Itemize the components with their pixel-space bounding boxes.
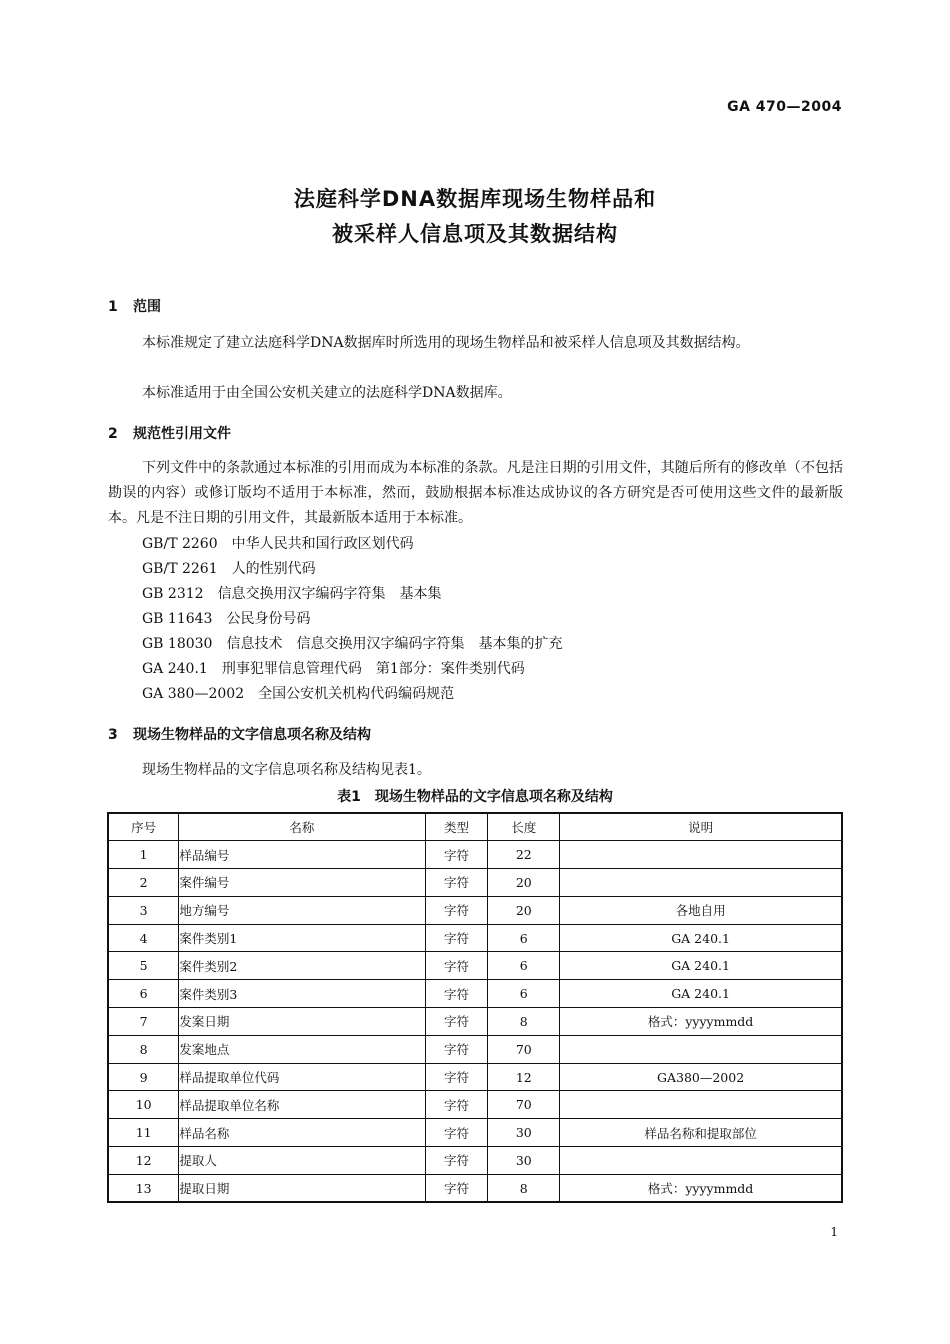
cell-index: 11: [108, 1119, 179, 1147]
reference-code: GB 2312: [142, 586, 204, 602]
cell-length: 12: [488, 1063, 560, 1091]
table-row: [108, 952, 842, 980]
cell-name: 案件类别2: [179, 952, 425, 980]
cell-note: 格式：yyyymmdd: [560, 1174, 842, 1202]
cell-index: 1: [108, 841, 179, 869]
table-row: [108, 980, 842, 1008]
document-title-line2: 被采样人信息项及其数据结构: [332, 222, 618, 246]
cell-type: 字符: [425, 980, 488, 1008]
cell-type: 字符: [425, 1119, 488, 1147]
cell-type: 字符: [425, 1063, 488, 1091]
reference-item: [142, 532, 414, 557]
reference-item: [142, 657, 525, 682]
cell-index: 2: [108, 869, 179, 897]
table-row: [108, 1008, 842, 1036]
cell-note: GA 240.1: [560, 980, 842, 1008]
reference-title: 人的性别代码: [231, 561, 316, 577]
cell-type: 字符: [425, 1174, 488, 1202]
table-row: [108, 1147, 842, 1175]
cell-name: 发案地点: [179, 1035, 425, 1063]
cell-note: GA380—2002: [560, 1063, 842, 1091]
table-row: [108, 869, 842, 897]
cell-length: 22: [488, 841, 560, 869]
cell-length: 6: [488, 980, 560, 1008]
reference-code: GA 240.1: [142, 661, 208, 677]
section-2-heading: [108, 423, 231, 443]
reference-item: [142, 582, 442, 607]
section-number: 1: [108, 299, 118, 315]
document-title-line1: 法庭科学DNA数据库现场生物样品和: [293, 187, 657, 211]
cell-type: 字符: [425, 1008, 488, 1036]
column-header: 类型: [425, 813, 488, 841]
cell-length: 8: [488, 1008, 560, 1036]
section-3-heading: [108, 724, 371, 744]
reference-title: 信息交换用汉字编码字符集 基本集: [217, 586, 442, 602]
cell-length: 20: [488, 896, 560, 924]
reference-title: 公民身份号码: [226, 611, 311, 627]
cell-name: 地方编号: [179, 896, 425, 924]
cell-type: 字符: [425, 952, 488, 980]
cell-note: [560, 1147, 842, 1175]
section-number: 2: [108, 426, 118, 442]
table-row: [108, 1119, 842, 1147]
page-number: 1: [830, 1225, 838, 1239]
cell-index: 12: [108, 1147, 179, 1175]
standard-code: GA 470—2004: [727, 99, 842, 115]
cell-index: 7: [108, 1008, 179, 1036]
column-header: 说明: [560, 813, 842, 841]
cell-index: 4: [108, 924, 179, 952]
table-row: [108, 896, 842, 924]
reference-code: GA 380—2002: [142, 686, 245, 702]
cell-type: 字符: [425, 1035, 488, 1063]
reference-item: [142, 557, 316, 582]
cell-type: 字符: [425, 896, 488, 924]
cell-type: 字符: [425, 1147, 488, 1175]
cell-index: 8: [108, 1035, 179, 1063]
cell-name: 发案日期: [179, 1008, 425, 1036]
cell-note: [560, 1035, 842, 1063]
reference-code: GB/T 2261: [142, 561, 218, 577]
cell-note: 格式：yyyymmdd: [560, 1008, 842, 1036]
section-number: 3: [108, 727, 118, 743]
section-1-paragraph-2: 本标准适用于由全国公安机关建立的法庭科学DNA数据库。: [142, 385, 512, 401]
cell-type: 字符: [425, 1091, 488, 1119]
table-row: [108, 841, 842, 869]
cell-note: GA 240.1: [560, 952, 842, 980]
table-row: [108, 1174, 842, 1202]
cell-length: 30: [488, 1119, 560, 1147]
cell-note: GA 240.1: [560, 924, 842, 952]
cell-name: 案件编号: [179, 869, 425, 897]
table-header-row: [108, 813, 842, 841]
cell-length: 8: [488, 1174, 560, 1202]
cell-type: 字符: [425, 841, 488, 869]
section-1-heading: [108, 296, 161, 316]
cell-name: 提取日期: [179, 1174, 425, 1202]
cell-name: 提取人: [179, 1147, 425, 1175]
reference-title: 刑事犯罪信息管理代码 第1部分：案件类别代码: [221, 661, 525, 677]
cell-note: 样品名称和提取部位: [560, 1119, 842, 1147]
cell-name: 案件类别1: [179, 924, 425, 952]
sample-info-table: [107, 812, 843, 1203]
reference-title: 中华人民共和国行政区划代码: [231, 536, 414, 552]
table-row: [108, 1091, 842, 1119]
section-title: 现场生物样品的文字信息项名称及结构: [133, 727, 371, 743]
reference-code: GB 18030: [142, 636, 213, 652]
table-caption: 表1 现场生物样品的文字信息项名称及结构: [337, 789, 613, 805]
reference-title: 信息技术 信息交换用汉字编码字符集 基本集的扩充: [226, 636, 563, 652]
cell-index: 9: [108, 1063, 179, 1091]
section-title: 范围: [133, 299, 161, 315]
cell-index: 3: [108, 896, 179, 924]
section-title: 规范性引用文件: [133, 426, 231, 442]
cell-name: 样品名称: [179, 1119, 425, 1147]
cell-type: 字符: [425, 869, 488, 897]
cell-type: 字符: [425, 924, 488, 952]
table-row: [108, 1035, 842, 1063]
reference-code: GB 11643: [142, 611, 213, 627]
cell-name: 样品提取单位代码: [179, 1063, 425, 1091]
cell-name: 样品编号: [179, 841, 425, 869]
cell-length: 6: [488, 952, 560, 980]
cell-index: 10: [108, 1091, 179, 1119]
table-row: [108, 924, 842, 952]
cell-length: 70: [488, 1035, 560, 1063]
cell-index: 5: [108, 952, 179, 980]
reference-item: [142, 682, 454, 707]
section-2-paragraph-1: 下列文件中的条款通过本标准的引用而成为本标准的条款。凡是注日期的引用文件，其随后所有的修改单（不包括勘误的内容）或修订版均不适用于本标准，然而，鼓励根据本标准达成协议的各方研究是否可使用这些文件的最新版本。凡是不注日期的引用文件，其最新版本适用于本标准。: [108, 460, 843, 526]
cell-name: 样品提取单位名称: [179, 1091, 425, 1119]
section-3-paragraph-1: 现场生物样品的文字信息项名称及结构见表1。: [142, 762, 431, 778]
cell-length: 6: [488, 924, 560, 952]
cell-note: 各地自用: [560, 896, 842, 924]
column-header: 名称: [179, 813, 425, 841]
column-header: 序号: [108, 813, 179, 841]
table-row: [108, 1063, 842, 1091]
reference-title: 全国公安机关机构代码编码规范: [258, 686, 455, 702]
cell-note: [560, 869, 842, 897]
cell-note: [560, 841, 842, 869]
cell-length: 20: [488, 869, 560, 897]
section-1-paragraph-1: 本标准规定了建立法庭科学DNA数据库时所选用的现场生物样品和被采样人信息项及其数据结构。: [142, 335, 750, 351]
cell-index: 13: [108, 1174, 179, 1202]
column-header: 长度: [488, 813, 560, 841]
cell-length: 70: [488, 1091, 560, 1119]
cell-index: 6: [108, 980, 179, 1008]
reference-item: [142, 607, 310, 632]
cell-note: [560, 1091, 842, 1119]
cell-length: 30: [488, 1147, 560, 1175]
cell-name: 案件类别3: [179, 980, 425, 1008]
reference-item: [142, 632, 562, 657]
reference-code: GB/T 2260: [142, 536, 218, 552]
